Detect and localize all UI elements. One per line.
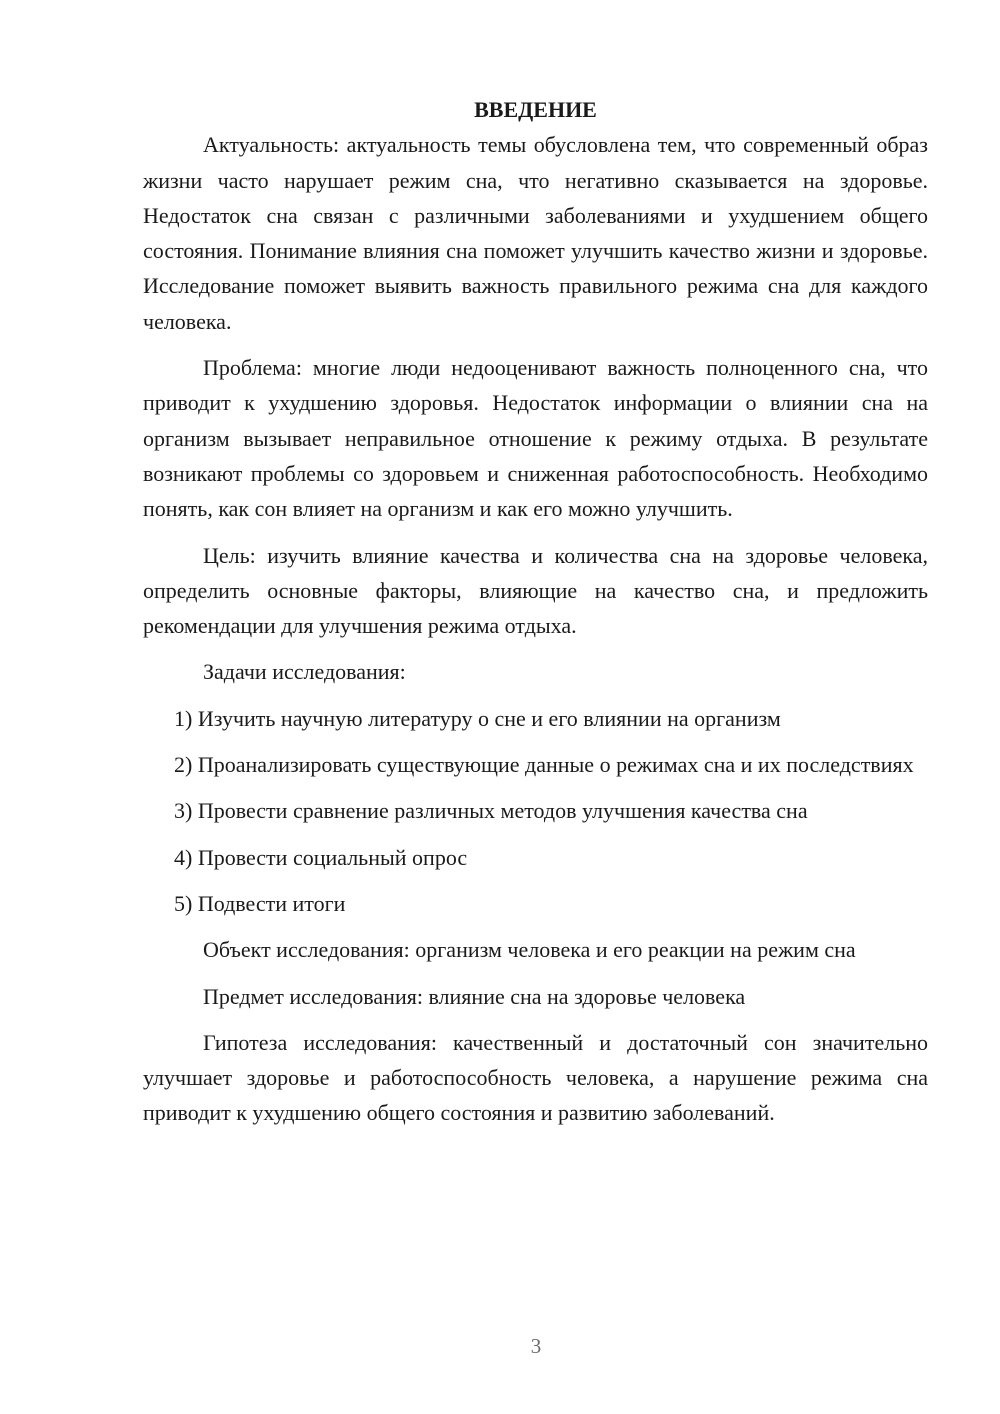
task-item-2: 2) Проанализировать существующие данные о режимах сна и их последствиях — [174, 752, 914, 778]
task-item-5: 5) Подвести итоги — [174, 890, 346, 916]
tasks-title: Задачи исследования: — [203, 659, 406, 685]
task-item-4: 4) Провести социальный опрос — [174, 844, 468, 870]
goal-paragraph: Цель: изучить влияние качества и количества сна на здоровье человека, определить основные факторы, влияющие на качество сна, и предложить рекомендации для улучшения режима отдыха. — [143, 542, 928, 639]
subject-paragraph: Предмет исследования: влияние сна на здоровье человека — [203, 983, 746, 1009]
object-paragraph: Объект исследования: организм человека и его реакции на режим сна — [203, 937, 856, 963]
task-item-3: 3) Провести сравнение различных методов улучшения качества сна — [174, 798, 808, 824]
document-body — [143, 92, 928, 1131]
task-item-1: 1) Изучить научную литературу о сне и его влиянии на организм — [174, 705, 781, 731]
hypothesis-paragraph: Гипотеза исследования: качественный и достаточный сон значительно улучшает здоровье и работоспособность человека, а нарушение режима сна приводит к ухудшению общего состояния и развитию заболеваний. — [143, 1029, 928, 1126]
page-number: 3 — [530, 1334, 542, 1358]
relevance-paragraph: Актуальность: актуальность темы обусловлена тем, что современный образ жизни часто нарушает режим сна, что негативно сказывается на здоровье. Недостаток сна связан с различными заболеваниями и ухудшением общего состояния. Понимание влияния сна поможет улучшить качество жизни и здоровье. Исследование поможет выявить важность правильного режима сна для каждого человека. — [143, 132, 928, 334]
section-heading: ВВЕДЕНИЕ — [474, 97, 597, 122]
problem-paragraph: Проблема: многие люди недооценивают важность полноценного сна, что приводит к ухудшению здоровья. Недостаток информации о влиянии сна на организм вызывает неправильное отношение к режиму отдыха. В результате возникают проблемы со здоровьем и сниженная работоспособность. Необходимо понять, как сон влияет на организм и как его можно улучшить. — [143, 355, 928, 522]
